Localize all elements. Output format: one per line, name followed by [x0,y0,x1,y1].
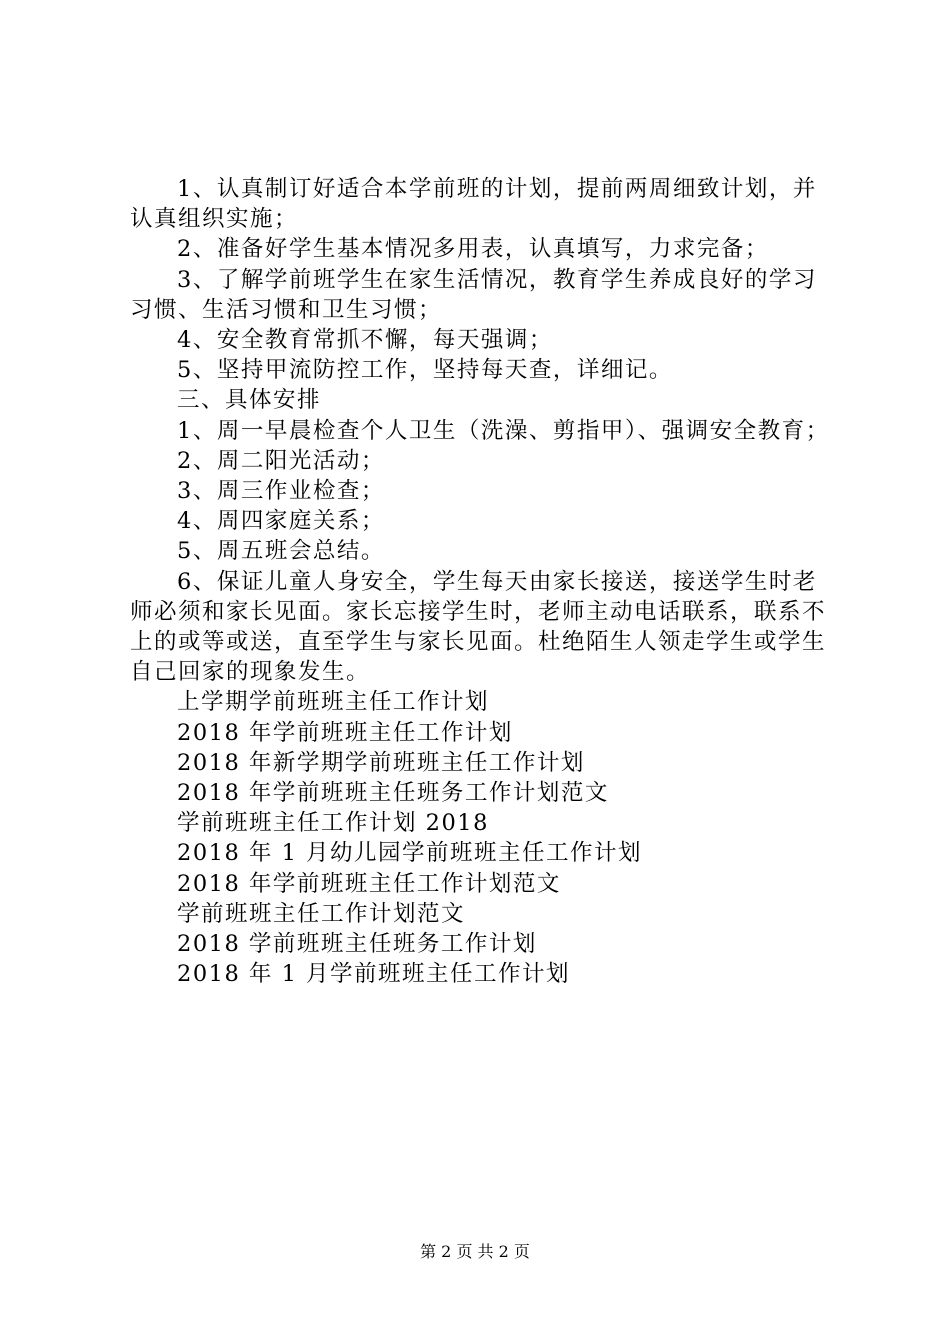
related-title: 2018 年学前班班主任班务工作计划范文 [177,780,609,807]
paragraph: 2、周二阳光活动； [177,447,385,474]
related-title: 2018 年 1 月幼儿园学前班班主任工作计划 [177,840,643,867]
paragraph: 5、周五班会总结。 [177,538,385,565]
related-title: 2018 年新学期学前班班主任工作计划 [177,749,585,776]
related-title: 上学期学前班班主任工作计划 [177,689,490,716]
paragraph: 4、安全教育常抓不懈，每天强调； [177,327,553,354]
paragraph: 2、准备好学生基本情况多用表，认真填写，力求完备； [177,236,769,263]
related-title: 2018 年学前班班主任工作计划范文 [177,870,561,897]
paragraph: 1、认真制订好适合本学前班的计划，提前两周细致计划，并认真组织实施； [130,176,817,233]
related-title: 学前班班主任工作计划范文 [177,900,466,927]
related-title: 学前班班主任工作计划 2018 [177,810,489,837]
related-title: 2018 年学前班班主任工作计划 [177,719,513,746]
page-footer: 第 2 页 共 2 页 [420,1242,530,1261]
paragraph: 4、周四家庭关系； [177,508,385,535]
paragraph: 5、坚持甲流防控工作，坚持每天查，详细记。 [177,357,673,384]
section-heading: 三、具体安排 [177,387,322,414]
related-title: 2018 年 1 月学前班班主任工作计划 [177,961,571,988]
paragraph: 3、了解学前班学生在家生活情况，教育学生养成良好的学习习惯、生活习惯和卫生习惯； [130,266,817,323]
paragraph: 1、周一早晨检查个人卫生（洗澡、剪指甲）、强调安全教育； [177,417,830,444]
paragraph: 6、保证儿童人身安全，学生每天由家长接送，接送学生时老师必须和家长见面。家长忘接学生时，老师主动电话联系，联系不上的或等或送，直至学生与家长见面。杜绝陌生人领走学生或学生自己回家的现象发生。 [130,568,827,686]
document-body [130,174,835,989]
paragraph: 3、周三作业检查； [177,478,385,505]
related-title: 2018 学前班班主任班务工作计划 [177,931,537,958]
